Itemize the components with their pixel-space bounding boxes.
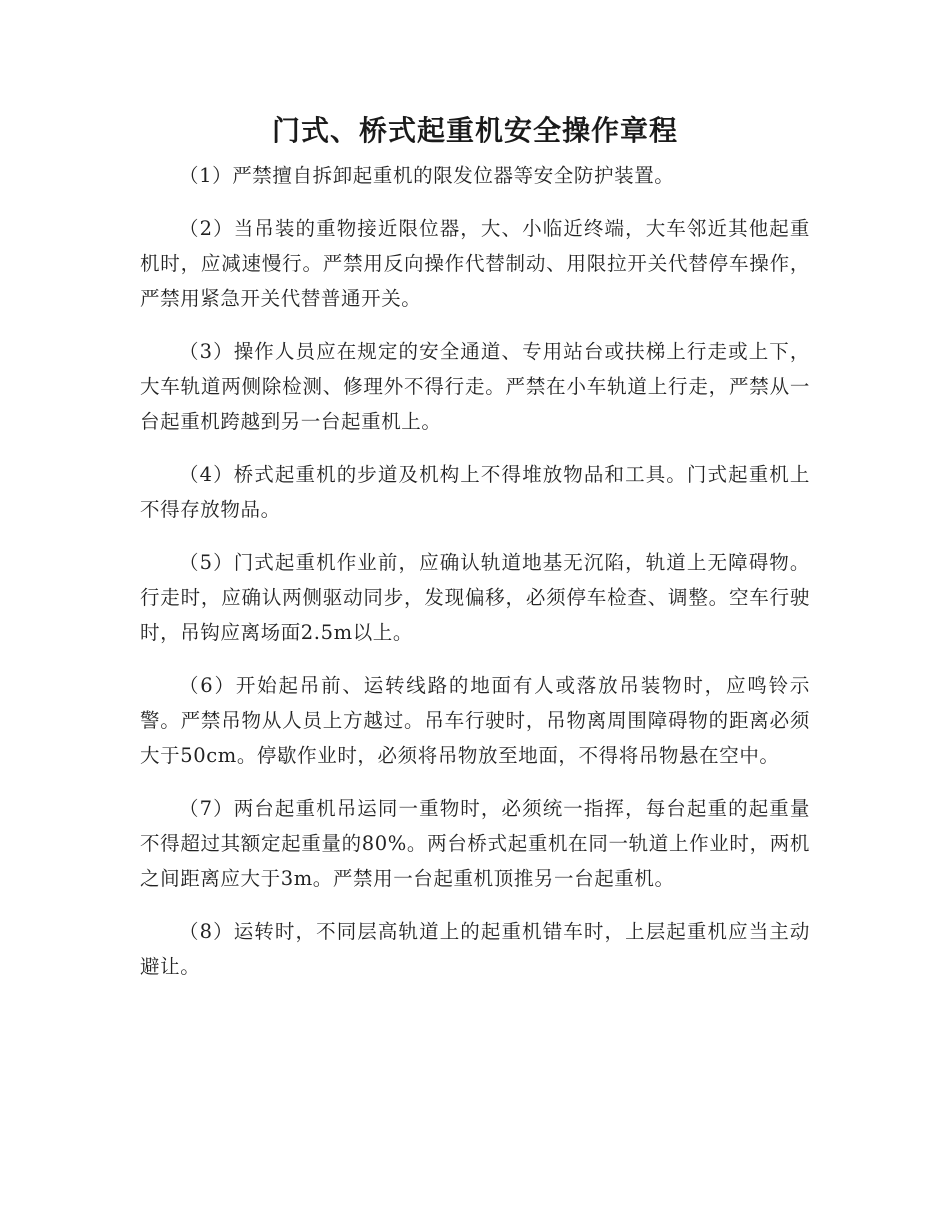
paragraph-3: （3）操作人员应在规定的安全通道、专用站台或扶梯上行走或上下，大车轨道两侧除检测、修理外不得行走。严禁在小车轨道上行走，严禁从一台起重机跨越到另一台起重机上。: [140, 340, 810, 433]
paragraph-4: （4）桥式起重机的步道及机构上不得堆放物品和工具。门式起重机上不得存放物品。: [140, 463, 810, 521]
document-title: 门式、桥式起重机安全操作章程: [271, 114, 678, 147]
paragraph-2: （2）当吊装的重物接近限位器，大、小临近终端，大车邻近其他起重机时，应减速慢行。严禁用反向操作代替制动、用限拉开关代替停车操作，严禁用紧急开关代替普通开关。: [140, 217, 810, 310]
paragraph-5: （5）门式起重机作业前，应确认轨道地基无沉陷，轨道上无障碍物。行走时，应确认两侧驱动同步，发现偏移，必须停车检查、调整。空车行驶时，吊钩应离场面2.5m以上。: [140, 551, 810, 644]
paragraph-1: （1）严禁擅自拆卸起重机的限发位器等安全防护装置。: [179, 164, 675, 187]
paragraph-7: （7）两台起重机吊运同一重物时，必须统一指挥，每台起重的起重量不得超过其额定起重量的80%。两台桥式起重机在同一轨道上作业时，两机之间距离应大于3m。严禁用一台起重机顶推另一台起重机。: [140, 797, 810, 890]
document-page: [140, 108, 810, 1002]
paragraph-6: （6）开始起吊前、运转线路的地面有人或落放吊装物时，应鸣铃示警。严禁吊物从人员上方越过。吊车行驶时，吊物离周围障碍物的距离必须大于50cm。停歇作业时，必须将吊物放至地面，不得将吊物悬在空中。: [140, 674, 810, 767]
paragraph-8: （8）运转时，不同层高轨道上的起重机错车时，上层起重机应当主动避让。: [140, 920, 810, 978]
